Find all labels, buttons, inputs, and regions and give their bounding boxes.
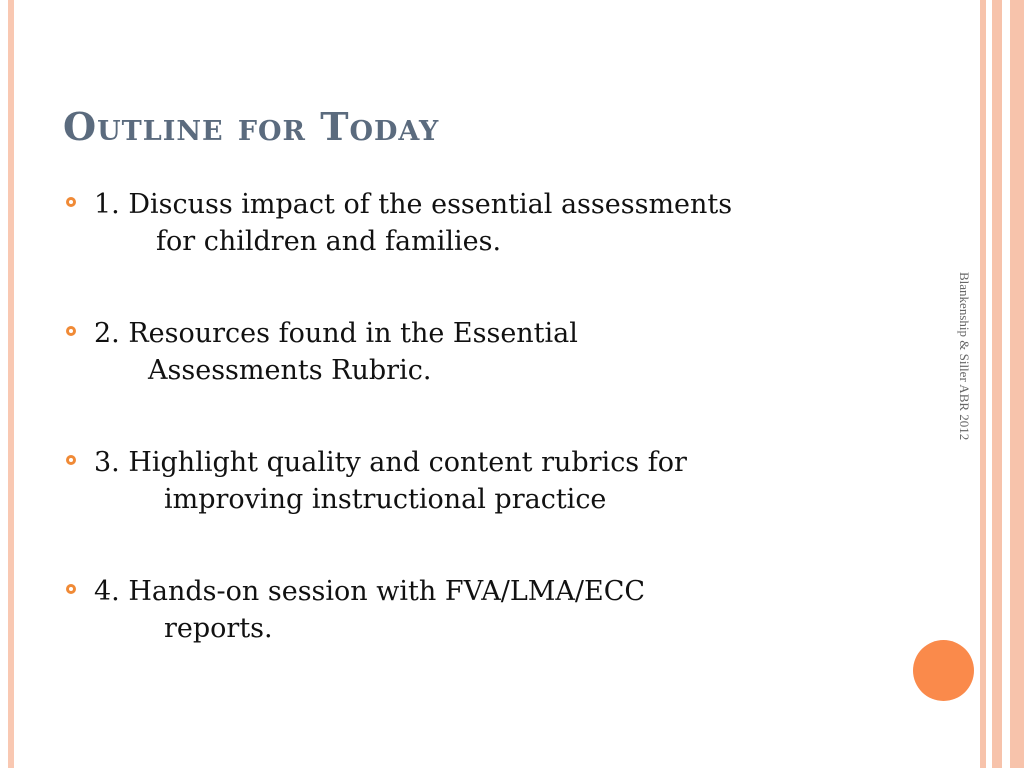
frame-stripe [1010, 0, 1024, 768]
bullet-line: reports. [164, 613, 273, 644]
bullet-list [66, 186, 906, 702]
bullet-item [66, 573, 906, 647]
right-frame-stripes [980, 0, 1024, 768]
footer-credit: Blankenship & Siller ABR 2012 [957, 272, 972, 441]
left-frame-stripe [8, 0, 14, 768]
bullet-dot-icon [66, 455, 76, 465]
bullet-dot-icon [66, 197, 76, 207]
bullet-line: 1. Discuss impact of the essential assessments [94, 189, 733, 220]
bullet-text [66, 315, 906, 389]
bullet-item [66, 186, 906, 260]
bullet-line: 3. Highlight quality and content rubrics for [94, 447, 687, 478]
bullet-dot-icon [66, 584, 76, 594]
decorative-circle [913, 640, 974, 701]
bullet-item [66, 444, 906, 518]
bullet-item [66, 315, 906, 389]
bullet-line: 4. Hands-on session with FVA/LMA/ECC [94, 576, 646, 607]
frame-stripe [992, 0, 1002, 768]
bullet-line: 2. Resources found in the Essential [94, 318, 578, 349]
bullet-text [66, 573, 906, 647]
bullet-line: for children and families. [156, 226, 502, 257]
bullet-text [66, 186, 906, 260]
bullet-line: Assessments Rubric. [148, 355, 432, 386]
bullet-line: improving instructional practice [164, 484, 607, 515]
slide-title: Outline for Today [63, 104, 440, 149]
bullet-text [66, 444, 906, 518]
frame-stripe [980, 0, 986, 768]
bullet-dot-icon [66, 326, 76, 336]
